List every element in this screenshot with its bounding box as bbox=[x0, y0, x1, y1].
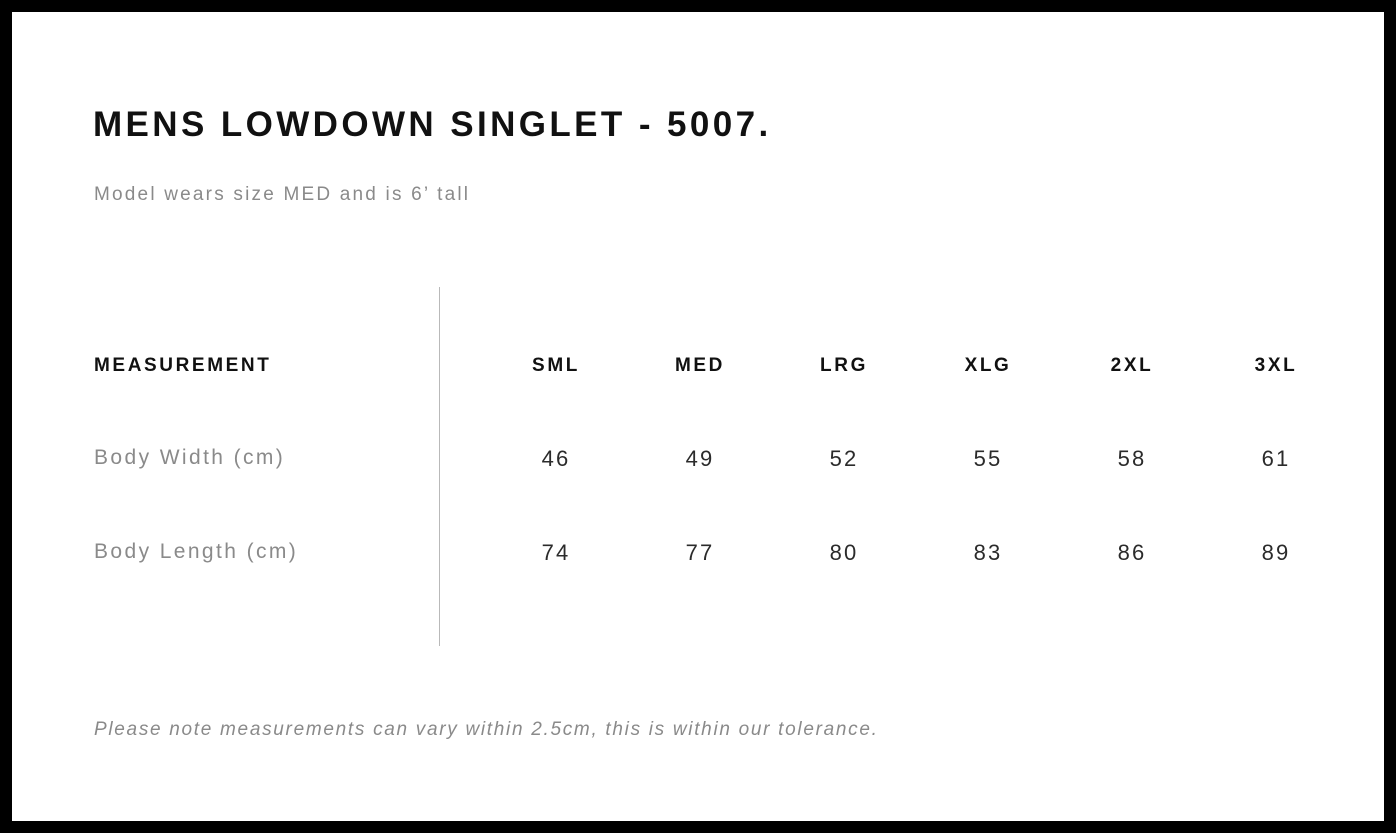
size-chart-table bbox=[12, 12, 1384, 821]
cell-body-length-3xl: 89 bbox=[1261, 540, 1291, 565]
cell-body-length-2xl: 86 bbox=[1117, 540, 1147, 565]
cell-body-length-med: 77 bbox=[685, 540, 715, 565]
cell-body-width-sml: 46 bbox=[541, 446, 571, 471]
table-row bbox=[12, 540, 1384, 570]
tolerance-note: Please note measurements can vary within 2.5cm, this is within our tolerance. bbox=[94, 719, 879, 740]
cell-body-length-sml: 74 bbox=[541, 540, 571, 565]
cell-body-width-xlg: 55 bbox=[973, 446, 1003, 471]
column-header-measurement: MEASUREMENT bbox=[94, 355, 272, 376]
page-title: MENS LOWDOWN SINGLET - 5007. bbox=[93, 105, 772, 144]
column-header-lrg: LRG bbox=[820, 355, 868, 376]
model-info-text: Model wears size MED and is 6’ tall bbox=[94, 184, 471, 205]
table-header-row bbox=[12, 355, 1384, 385]
column-header-3xl: 3XL bbox=[1254, 355, 1298, 376]
cell-body-length-xlg: 83 bbox=[973, 540, 1003, 565]
row-label-body-width: Body Width (cm) bbox=[94, 446, 286, 469]
column-header-med: MED bbox=[674, 355, 726, 376]
table-row bbox=[12, 446, 1384, 476]
cell-body-width-med: 49 bbox=[685, 446, 715, 471]
column-header-xlg: XLG bbox=[964, 355, 1012, 376]
row-label-body-length: Body Length (cm) bbox=[94, 540, 299, 563]
cell-body-width-3xl: 61 bbox=[1261, 446, 1291, 471]
column-header-sml: SML bbox=[532, 355, 580, 376]
cell-body-width-lrg: 52 bbox=[829, 446, 859, 471]
column-header-2xl: 2XL bbox=[1110, 355, 1154, 376]
size-chart-page bbox=[12, 12, 1384, 821]
cell-body-length-lrg: 80 bbox=[829, 540, 859, 565]
cell-body-width-2xl: 58 bbox=[1117, 446, 1147, 471]
